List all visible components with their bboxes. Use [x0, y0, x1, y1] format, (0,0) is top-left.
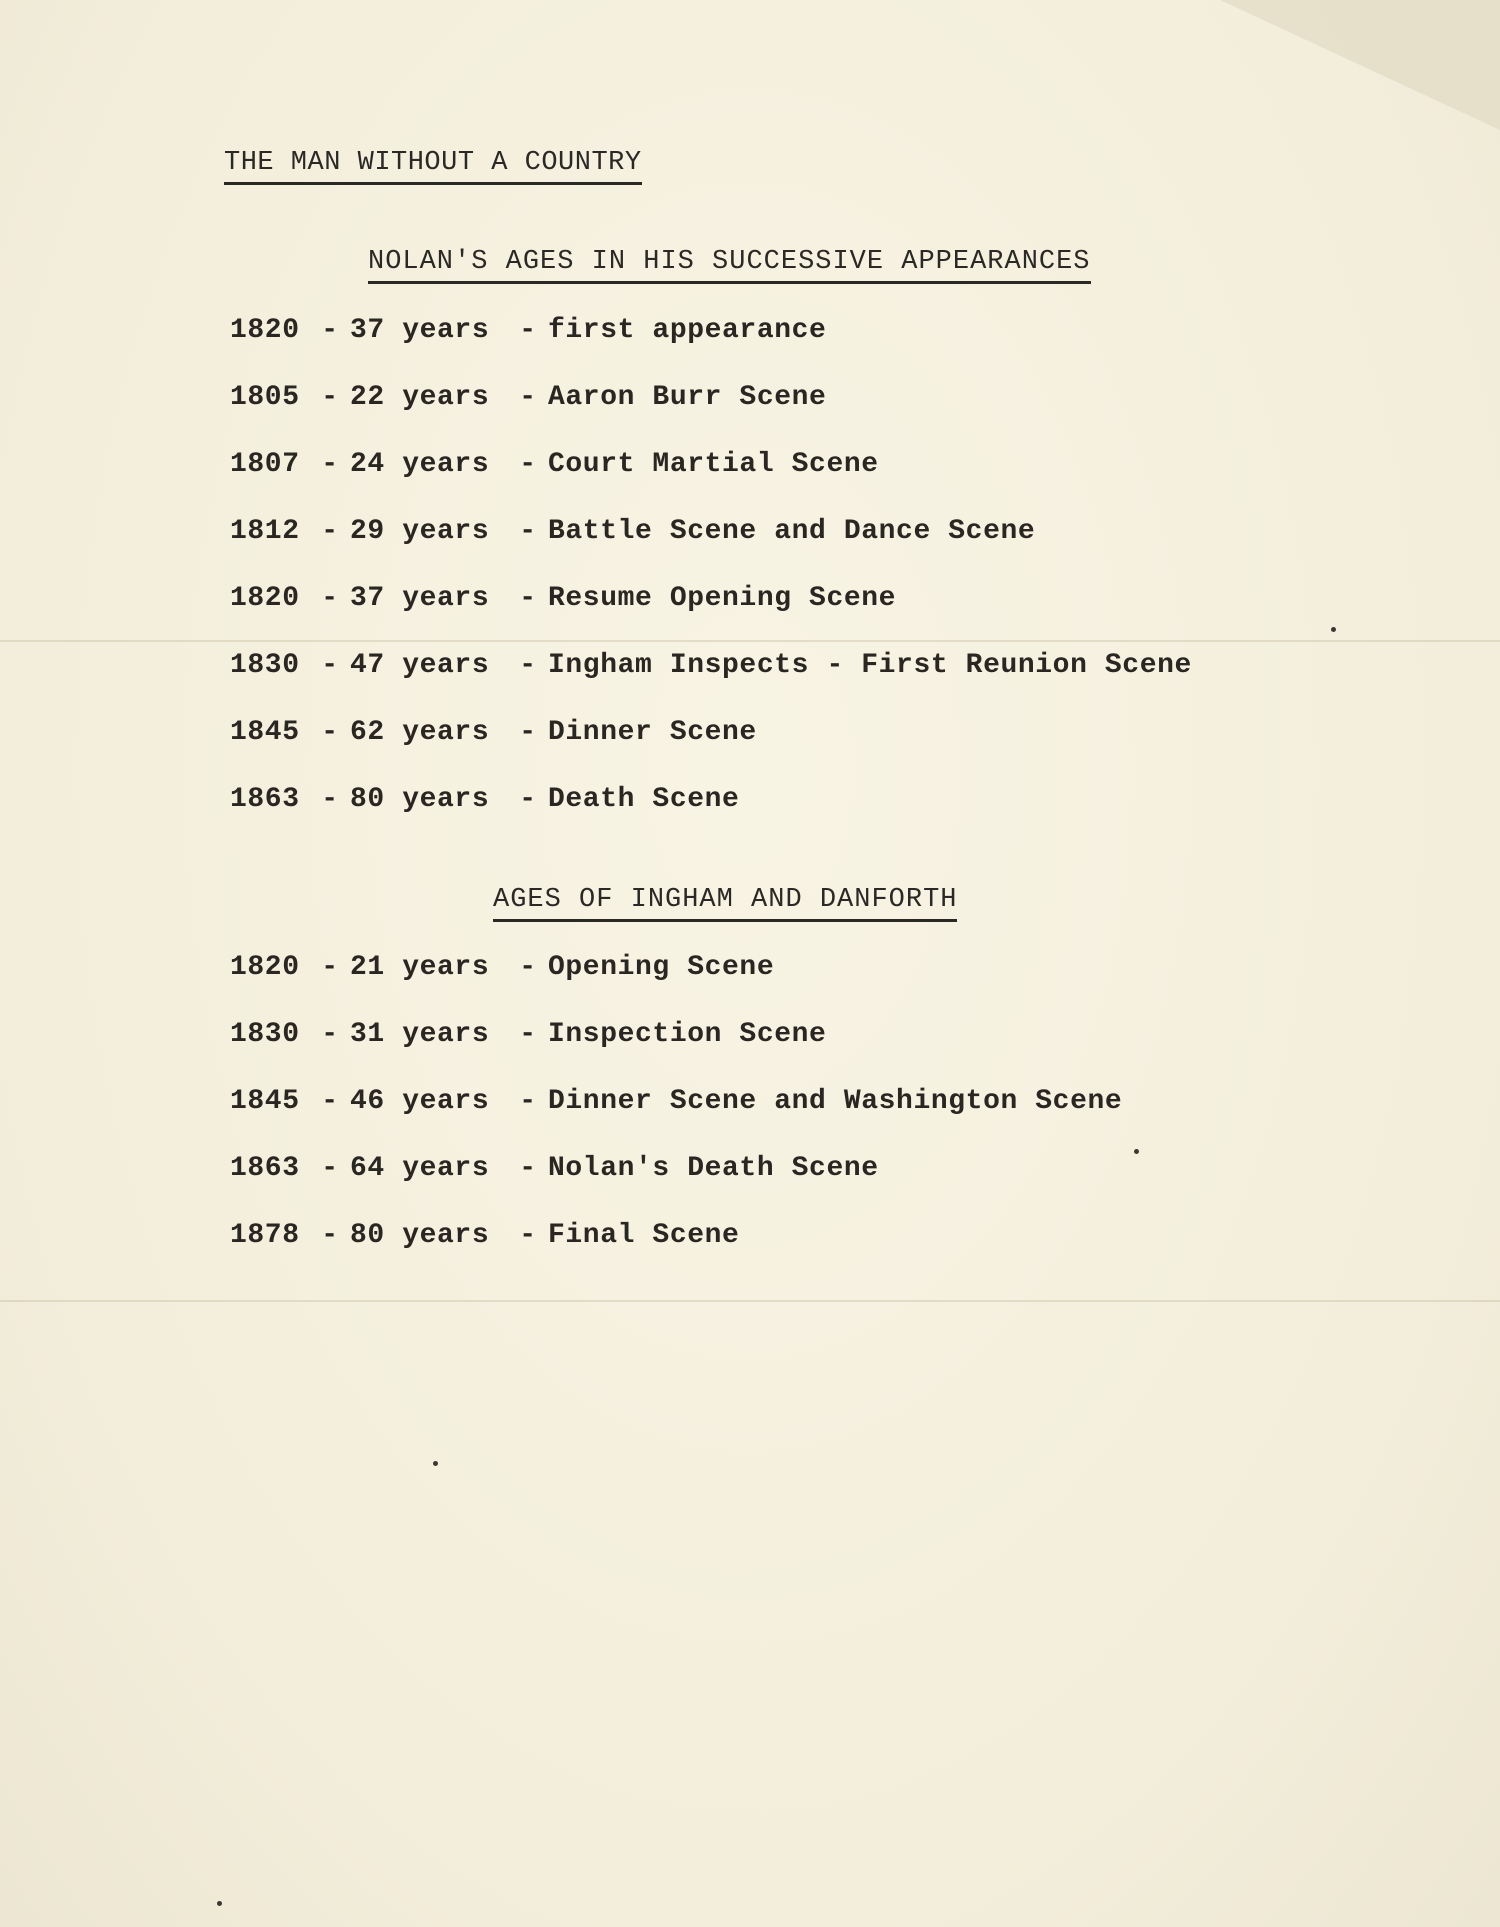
entry-description: Court Martial Scene [548, 449, 879, 480]
entry-separator: - [321, 382, 339, 413]
nolan-ages-list [230, 313, 1192, 849]
entry-year: 1845 [230, 717, 300, 748]
entry-description: Battle Scene and Dance Scene [548, 516, 1036, 547]
entry-separator: - [321, 315, 339, 346]
paper-fold-line [0, 1300, 1500, 1302]
entry-age: 80 years [350, 784, 490, 815]
entry-year: 1863 [230, 784, 300, 815]
entry-separator: - [519, 1220, 537, 1251]
section-heading-nolan-ages: NOLAN'S AGES IN HIS SUCCESSIVE APPEARANCES [368, 245, 1091, 284]
entry-description: Inspection Scene [548, 1019, 827, 1050]
entry-year: 1863 [230, 1153, 300, 1184]
entry-year: 1820 [230, 583, 300, 614]
entry-age: 80 years [350, 1220, 490, 1251]
list-item [230, 1151, 1122, 1218]
entry-separator: - [321, 1220, 339, 1251]
section-heading-ingham-danforth: AGES OF INGHAM AND DANFORTH [493, 883, 957, 922]
entry-age: 21 years [350, 952, 490, 983]
ingham-danforth-ages-list [230, 950, 1122, 1285]
list-item [230, 581, 1192, 648]
entry-year: 1845 [230, 1086, 300, 1117]
entry-year: 1830 [230, 1019, 300, 1050]
entry-age: 64 years [350, 1153, 490, 1184]
entry-description: Death Scene [548, 784, 740, 815]
entry-separator: - [519, 650, 537, 681]
list-item [230, 447, 1192, 514]
paper-speck [217, 1901, 222, 1906]
entry-age: 22 years [350, 382, 490, 413]
entry-age: 29 years [350, 516, 490, 547]
entry-separator: - [519, 717, 537, 748]
entry-age: 24 years [350, 449, 490, 480]
list-item [230, 950, 1122, 1017]
entry-description: Nolan's Death Scene [548, 1153, 879, 1184]
entry-separator: - [519, 952, 537, 983]
entry-separator: - [321, 1086, 339, 1117]
entry-separator: - [519, 382, 537, 413]
entry-separator: - [519, 1153, 537, 1184]
entry-separator: - [321, 449, 339, 480]
list-item [230, 648, 1192, 715]
entry-age: 62 years [350, 717, 490, 748]
paper-speck [433, 1461, 438, 1466]
entry-description: Aaron Burr Scene [548, 382, 827, 413]
entry-separator: - [321, 650, 339, 681]
list-item [230, 715, 1192, 782]
entry-separator: - [321, 1153, 339, 1184]
entry-separator: - [519, 516, 537, 547]
entry-year: 1812 [230, 516, 300, 547]
paper-speck [1134, 1149, 1139, 1154]
entry-separator: - [321, 952, 339, 983]
entry-separator: - [321, 583, 339, 614]
entry-separator: - [321, 516, 339, 547]
entry-year: 1830 [230, 650, 300, 681]
entry-year: 1805 [230, 382, 300, 413]
entry-age: 31 years [350, 1019, 490, 1050]
entry-year: 1878 [230, 1220, 300, 1251]
entry-age: 37 years [350, 315, 490, 346]
entry-year: 1807 [230, 449, 300, 480]
entry-separator: - [519, 784, 537, 815]
corner-crease [1220, 0, 1500, 130]
entry-description: Opening Scene [548, 952, 775, 983]
entry-description: Final Scene [548, 1220, 740, 1251]
list-item [230, 1017, 1122, 1084]
entry-separator: - [519, 1019, 537, 1050]
entry-age: 47 years [350, 650, 490, 681]
list-item [230, 514, 1192, 581]
entry-age: 37 years [350, 583, 490, 614]
document-title: THE MAN WITHOUT A COUNTRY [224, 146, 642, 185]
list-item [230, 1084, 1122, 1151]
entry-separator: - [321, 784, 339, 815]
list-item [230, 380, 1192, 447]
entry-separator: - [519, 583, 537, 614]
entry-separator: - [519, 315, 537, 346]
entry-description: first appearance [548, 315, 827, 346]
entry-separator: - [321, 1019, 339, 1050]
entry-age: 46 years [350, 1086, 490, 1117]
paper-speck [1331, 627, 1336, 632]
entry-separator: - [519, 449, 537, 480]
entry-description: Dinner Scene and Washington Scene [548, 1086, 1123, 1117]
entry-separator: - [321, 717, 339, 748]
list-item [230, 1218, 1122, 1285]
entry-year: 1820 [230, 315, 300, 346]
entry-description: Ingham Inspects - First Reunion Scene [548, 650, 1192, 681]
entry-description: Resume Opening Scene [548, 583, 897, 614]
entry-year: 1820 [230, 952, 300, 983]
list-item [230, 782, 1192, 849]
list-item [230, 313, 1192, 380]
entry-description: Dinner Scene [548, 717, 757, 748]
entry-separator: - [519, 1086, 537, 1117]
